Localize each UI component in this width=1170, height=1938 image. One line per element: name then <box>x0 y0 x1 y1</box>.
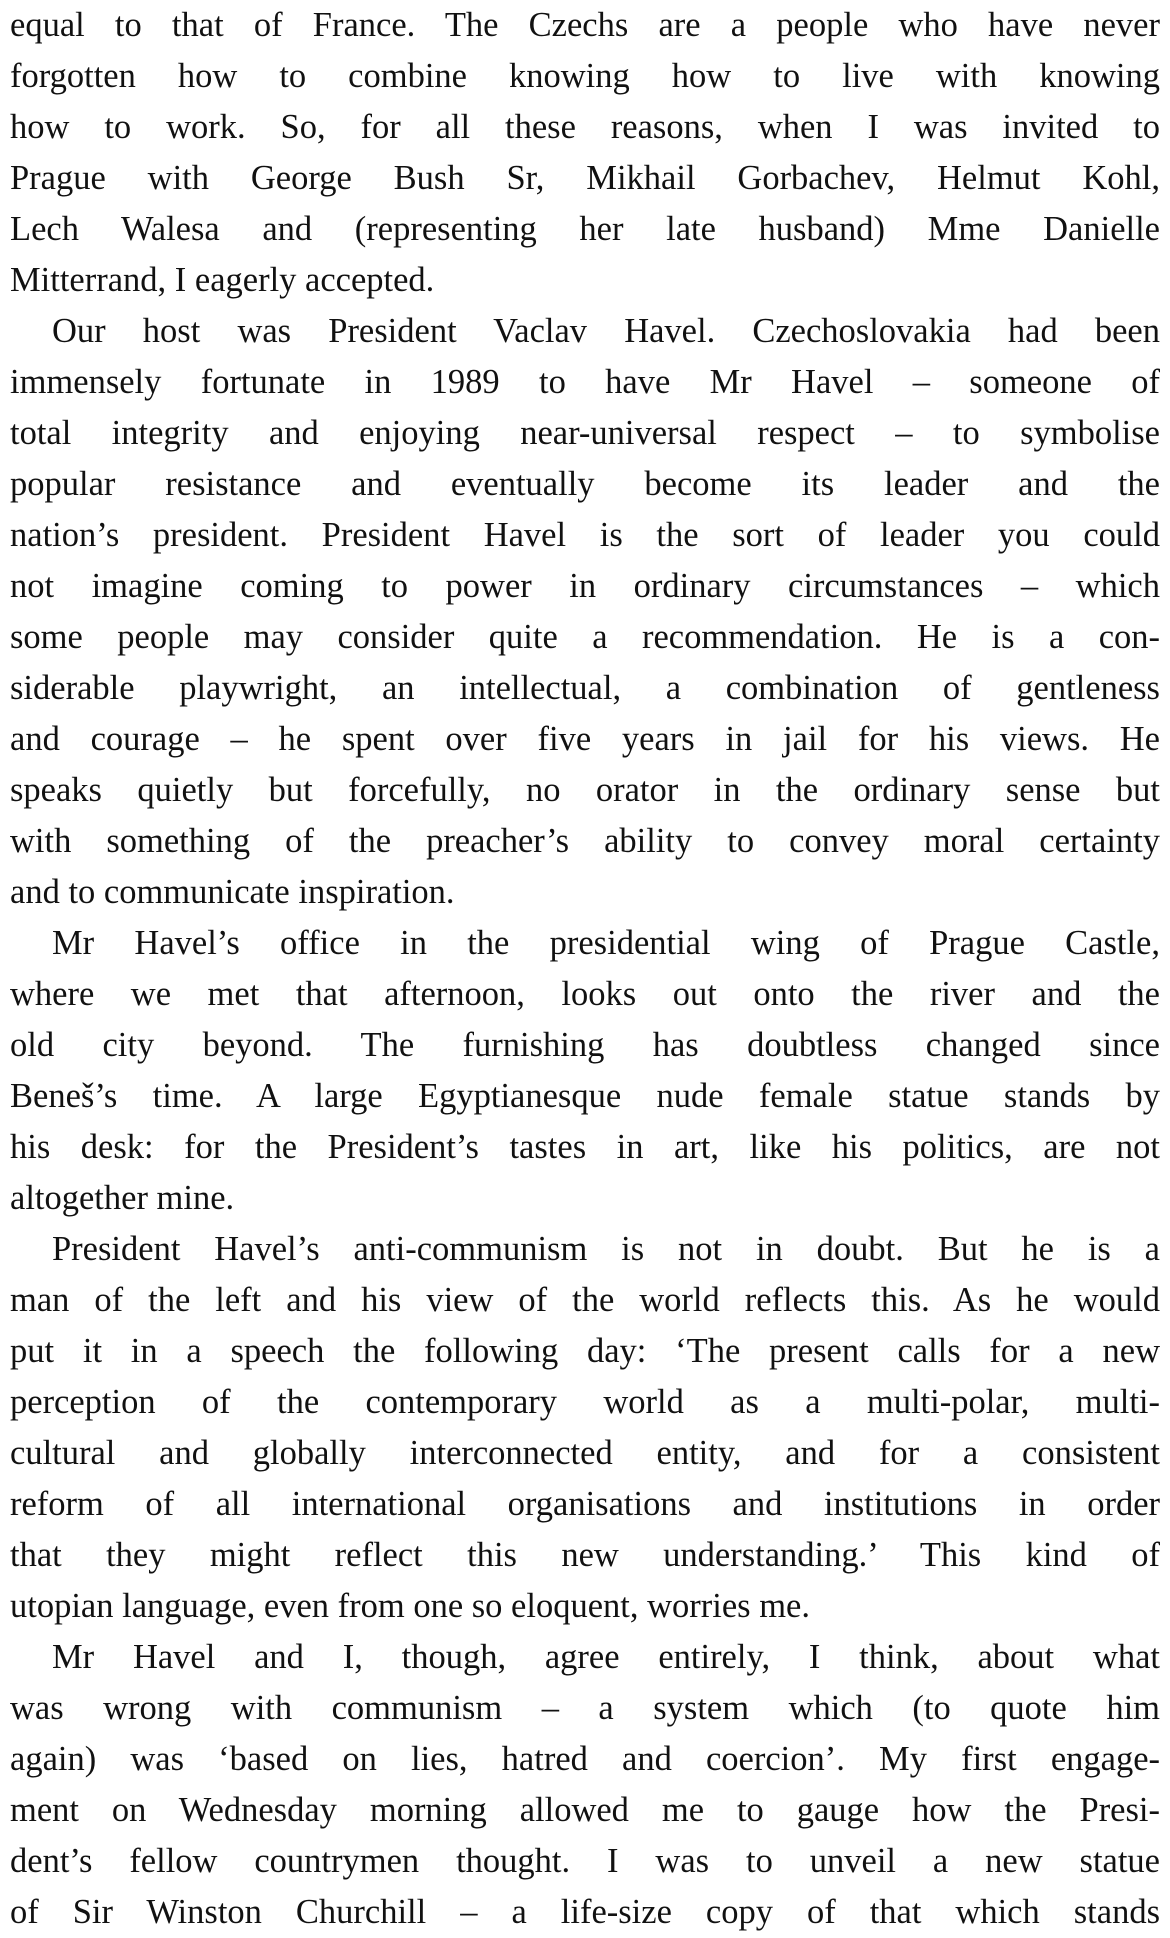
text-line: nation’s president. President Havel is the sort of leader you could <box>10 516 1160 554</box>
text-line: popular resistance and eventually become its leader and the <box>10 465 1160 503</box>
text-line: reform of all international organisations and institutions in order <box>10 1485 1160 1523</box>
text-line: equal to that of France. The Czechs are a people who have never <box>10 6 1160 44</box>
text-line: Mr Havel’s office in the presidential wing of Prague Castle, <box>52 924 1160 962</box>
text-line: total integrity and enjoying near-universal respect – to symbolise <box>10 414 1160 452</box>
text-line: was wrong with communism – a system which (to quote him <box>10 1689 1160 1727</box>
text-line: ment on Wednesday morning allowed me to gauge how the Presi- <box>10 1791 1160 1829</box>
text-line: perception of the contemporary world as a multi-polar, multi- <box>10 1383 1160 1421</box>
text-line: immensely fortunate in 1989 to have Mr Havel – someone of <box>10 363 1160 401</box>
text-line: utopian language, even from one so eloquent, worries me. <box>10 1587 810 1625</box>
text-line: Our host was President Vaclav Havel. Czechoslovakia had been <box>52 312 1160 350</box>
text-line: man of the left and his view of the world reflects this. As he would <box>10 1281 1160 1319</box>
text-line: Mitterrand, I eagerly accepted. <box>10 261 435 299</box>
text-line: cultural and globally interconnected entity, and for a consistent <box>10 1434 1160 1472</box>
text-line: forgotten how to combine knowing how to live with knowing <box>10 57 1160 95</box>
text-line: some people may consider quite a recommendation. He is a con- <box>10 618 1160 656</box>
text-line: his desk: for the President’s tastes in art, like his politics, are not <box>10 1128 1160 1166</box>
text-line: and to communicate inspiration. <box>10 873 455 911</box>
text-line: dent’s fellow countrymen thought. I was to unveil a new statue <box>10 1842 1160 1880</box>
text-line: that they might reflect this new understanding.’ This kind of <box>10 1536 1160 1574</box>
text-line: where we met that afternoon, looks out onto the river and the <box>10 975 1160 1013</box>
text-line: Prague with George Bush Sr, Mikhail Gorbachev, Helmut Kohl, <box>10 159 1160 197</box>
text-line: old city beyond. The furnishing has doubtless changed since <box>10 1026 1160 1064</box>
text-line: with something of the preacher’s ability to convey moral certainty <box>10 822 1160 860</box>
text-line: altogether mine. <box>10 1179 235 1217</box>
text-line: put it in a speech the following day: ‘The present calls for a new <box>10 1332 1160 1370</box>
text-line: Mr Havel and I, though, agree entirely, I think, about what <box>52 1638 1160 1676</box>
text-line: speaks quietly but forcefully, no orator in the ordinary sense but <box>10 771 1160 809</box>
text-line: and courage – he spent over five years in jail for his views. He <box>10 720 1160 758</box>
text-line: President Havel’s anti-communism is not in doubt. But he is a <box>52 1230 1160 1268</box>
text-line: how to work. So, for all these reasons, when I was invited to <box>10 108 1160 146</box>
text-line: of Sir Winston Churchill – a life-size copy of that which stands <box>10 1893 1160 1931</box>
text-line: Lech Walesa and (representing her late husband) Mme Danielle <box>10 210 1160 248</box>
text-line: siderable playwright, an intellectual, a combination of gentleness <box>10 669 1160 707</box>
text-line: again) was ‘based on lies, hatred and coercion’. My first engage- <box>10 1740 1160 1778</box>
text-line: Beneš’s time. A large Egyptianesque nude female statue stands by <box>10 1077 1160 1115</box>
text-line: not imagine coming to power in ordinary circumstances – which <box>10 567 1160 605</box>
book-page-text <box>10 0 1160 1938</box>
